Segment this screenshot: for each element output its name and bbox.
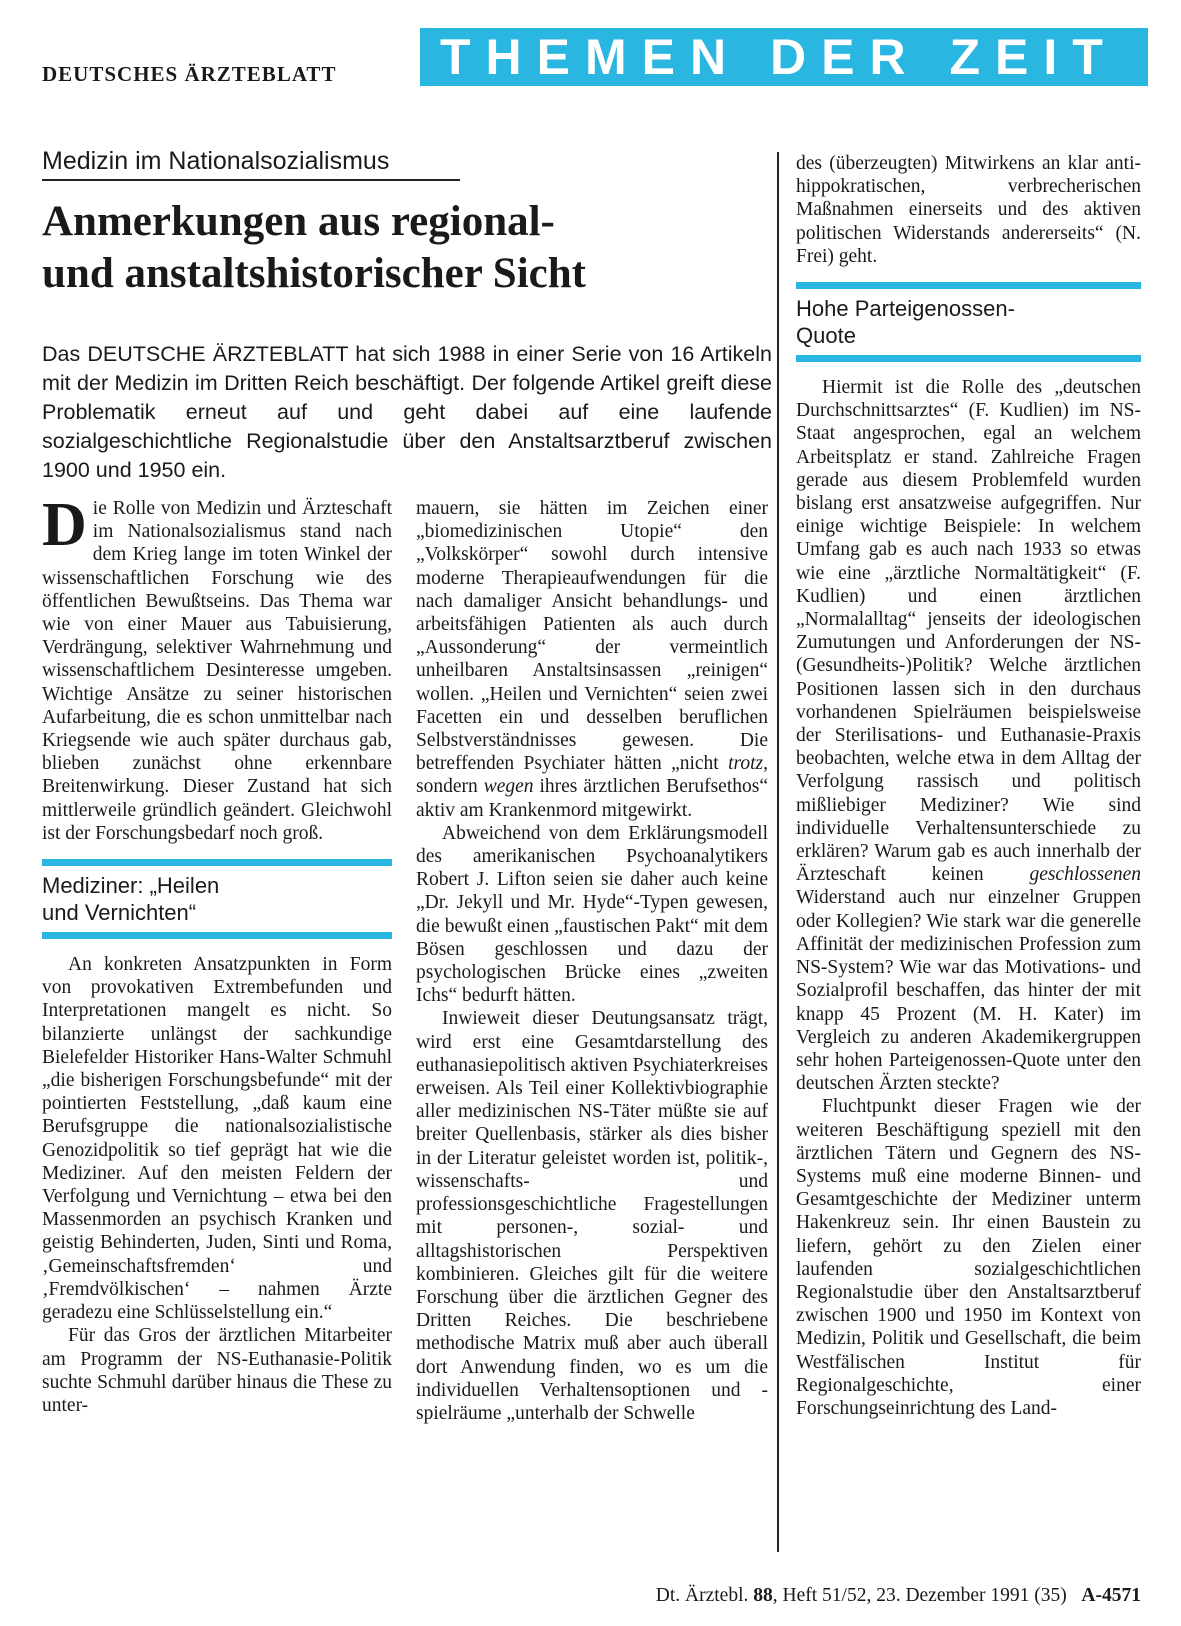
body-column-3 bbox=[796, 152, 1141, 1420]
footer-journal: Dt. Ärztebl. bbox=[655, 1585, 749, 1606]
footer-page-number: A-4571 bbox=[1081, 1585, 1141, 1606]
paragraph: Für das Gros der ärztlichen Mitarbeiter am Programm der NS-Euthanasie-Politik suchte Schmuhl darüber hinaus die These zu unter- bbox=[42, 1325, 392, 1416]
body-column-1 bbox=[42, 491, 392, 1417]
article-title bbox=[42, 196, 772, 300]
paragraph: mauern, sie hätten im Zeichen einer „biomedizinischen Utopie“ den „Volkskörper“ sowohl durch intensive moderne Therapieaufwendungen für die nach damaliger Ansicht behandlungs- und arbeitsfähigen Patienten als auch durch „Aussonderung“ der vermeintlich unheilbaren Anstaltsinsassen „reinigen“ wollen. „Heilen und Vernichten“ seien zwei Facetten ein und desselben beruflichen Selbstverständnisses gewesen. Die betreffenden Psychiater hätten „nicht trotz, sondern wegen ihres ärztlichen Berufsethos“ aktiv am Krankenmord mitgewirkt. bbox=[416, 498, 768, 821]
body-column-2 bbox=[416, 497, 768, 1425]
journal-masthead: DEUTSCHES ÄRZTEBLATT bbox=[42, 62, 337, 86]
paragraph: Fluchtpunkt dieser Fragen wie der weiteren Beschäftigung speziell mit den ärztlichen Tätern und Gegnern des NS-Systems muß eine moderne Binnen- und Gesamtgeschichte der Mediziner unterm Hakenkreuz sein. Ihr einen Baustein zu liefern, gehört zu den Zielen einer laufenden sozialgeschichtlichen Regionalstudie über den Anstaltsarztberuf zwischen 1900 und 1950 im Kontext von Medizin, Politik und Gesellschaft, die beim Westfälischen Institut für Regionalgeschichte, einer Forschungseinrichtung des Land- bbox=[796, 1096, 1141, 1419]
paragraph: An konkreten Ansatzpunkten in Form von provokativen Extrembefunden und Interpretationen mangelt es nicht. So bilanzierte unlängst der sachkundige Bielefelder Historiker Hans-Walter Schmuhl „die bisherigen Forschungsbefunde“ mit der pointierten Feststellung, „daß kaum eine Berufsgruppe die nationalsozialistische Genozidpolitik so tief geprägt hat wie die Mediziner. Auf den meisten Feldern der Verfolgung und Vernichtung – etwa bei den Massenmorden an psychisch Kranken und geistig Behinderten, Juden, Sinti und Roma, ‚Gemeinschaftsfremden‘ und ‚Fremdvölkischen‘ – nahmen Ärzte geradezu eine Schlüsselstellung ein.“ bbox=[42, 954, 392, 1324]
paragraph: des (überzeugten) Mitwirkens an klar anti-hippokratischen, verbrecherischen Maßnahmen einerseits und des aktiven politischen Widerstands andererseits“ (N. Frei) geht. bbox=[796, 153, 1141, 267]
footer-issue: , Heft 51/52, 23. Dezember 1991 (35) bbox=[772, 1585, 1067, 1606]
paragraph: Die Rolle von Medizin und Ärzteschaft im Nationalsozialismus stand nach dem Krieg lange im toten Winkel der wissenschaftlichen Forschung wie des öffentlichen Bewußtseins. Das Thema war wie von einer Mauer aus Tabuisierung, Verdrängung, selektiver Wahrnehmung und wissenschaftlichem Desinteresse umgeben. Wichtige Ansätze zu seiner historischen Aufarbeitung, die es schon unmittelbar nach Kriegsende wie auch später durchaus gab, blieben zunächst ohne erkennbare Breitenwirkung. Dieser Zustand hat sich mittlerweile gründlich geändert. Gleichwohl ist der Forschungsbedarf noch groß. bbox=[42, 491, 392, 844]
title-line-1: Anmerkungen aus regional- bbox=[42, 198, 555, 245]
paragraph: Hiermit ist die Rolle des „deutschen Durchschnittsarztes“ (F. Kudlien) im NS-Staat angesprochen, egal an welchem Arbeitsplatz er stand. Zahlreiche Fragen gerade aus diesem Problemfeld wurden bislang erst ansatzweise aufgegriffen. Nur einige wichtige Beispiele: In welchem Umfang gab es auch nach 1933 so etwas wie eine „ärztliche Normaltätigkeit“ (F. Kudlien) und einen ärztlichen „Normalalltag“ jenseits der ideologischen Zumutungen und Anforderungen der NS-(Gesundheits-)Politik? Welche ärztlichen Positionen lassen sich in den durchaus vorhandenen Spielräumen beispielsweise der Sterilisations- und Euthanasie-Praxis beobachten, welche etwa in dem Alltag der Verfolgung rassisch und politisch mißliebiger Mediziner? Wie sind individuelle Verhaltensunterschiede zu erklären? Warum gab es auch innerhalb der Ärzteschaft keinen geschlossenen Widerstand auch nur einzelner Gruppen oder Kollegien? Wie stark war die generelle Affinität der medizinischen Profession zum NS-System? Wie war das Motivations- und Sozialprofil beschaffen, das hinter der mit knapp 45 Prozent (M. H. Kater) im Vergleich zu anderen Akademikergruppen sehr hohen Parteigenossen-Quote unter den deutschen Ärzten steckte? bbox=[796, 377, 1141, 1095]
title-line-2: und anstaltshistorischer Sicht bbox=[42, 250, 586, 297]
footer-volume: 88 bbox=[753, 1585, 773, 1606]
paragraph: Inwieweit dieser Deutungsansatz trägt, wird erst eine Gesamtdarstellung des euthanasiepolitisch aktiven Psychiaterkreises erweisen. Als Teil einer Kollektivbiographie aller medizinischen NS-Täter müßte sie auf breiter Quellenbasis, stärker als dies bisher in der Literatur geleistet worden ist, politik-, wissenschafts- und professionsgeschichtliche Fragestellungen mit personen-, sozial- und alltagshistorischen Perspektiven kombinieren. Gleiches gilt für die weitere Forschung über die ärztlichen Gegner des Dritten Reiches. Die beschriebene methodische Matrix muß aber auch überall dort Anwendung finden, wo es um die individuellen Verhaltensoptionen und -spielräume „unterhalb der Schwelle bbox=[416, 1008, 768, 1424]
column-divider bbox=[777, 152, 779, 1552]
section-banner: THEMEN DER ZEIT bbox=[420, 28, 1148, 86]
article-lead: Das DEUTSCHE ÄRZTEBLATT hat sich 1988 in einer Serie von 16 Artikeln mit der Medizin im Dritten Reich beschäftigt. Der folgende Artikel greift diese Problematik erneut auf und geht dabei auf eine laufende sozialgeschichtliche Regionalstudie über den Anstaltsarztberuf zwischen 1900 und 1950 ein. bbox=[42, 342, 772, 482]
article-kicker: Medizin im Nationalsozialismus bbox=[42, 147, 460, 181]
page-footer bbox=[656, 1585, 1141, 1607]
drop-cap: D bbox=[42, 491, 87, 559]
paragraph: Abweichend von dem Erklärungsmodell des amerikanischen Psychoanalytikers Robert J. Lifton seien sie daher auch keine „Dr. Jekyll und Mr. Hyde“-Typen gewesen, die bewußt einen „faustischen Pakt“ mit dem Bösen geschlossen und dazu der psychologischen Brücke eines „zweiten Ichs“ bedurft hätten. bbox=[416, 822, 768, 1007]
subheading-parteigenossen-quote: Hohe Parteigenossen- Quote bbox=[796, 282, 1141, 362]
subheading-heilen-vernichten: Mediziner: „Heilen und Vernichten“ bbox=[42, 859, 392, 939]
